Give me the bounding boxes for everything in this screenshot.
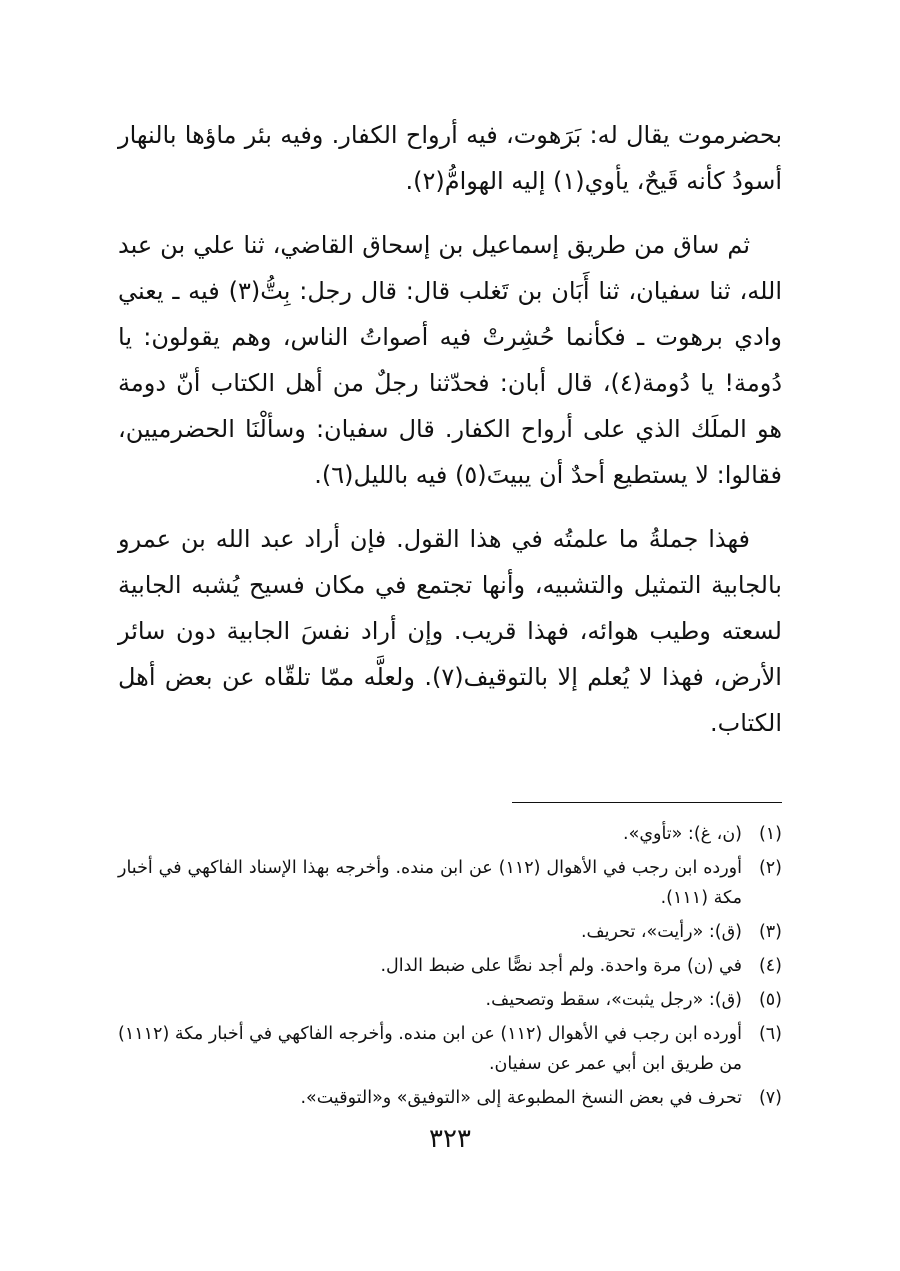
footnote-number: (٣) xyxy=(758,922,782,942)
footnote-2 xyxy=(118,853,782,913)
footnote-text: تحرف في بعض النسخ المطبوعة إلى «التوفيق» و«التوقيت». xyxy=(300,1088,742,1108)
footnote-text: (ق): «رأيت»، تحريف. xyxy=(580,922,742,942)
paragraph-1: بحضرموت يقال له: بَرَهوت، فيه أرواح الكفار. وفيه بئر ماؤها بالنهار أسودُ كأنه قَيحٌ، يأوي(١) إليه الهوامُّ(٢). xyxy=(118,121,782,195)
footnotes-list xyxy=(118,819,782,1113)
footnote-number: (٧) xyxy=(758,1088,782,1108)
footnote-text: في (ن) مرة واحدة. ولم أجد نصًّا على ضبط الدال. xyxy=(380,956,742,976)
footnote-text: أورده ابن رجب في الأهوال (١١٢) عن ابن منده. وأخرجه الفاكهي في أخبار مكة (١١١٢) من طريق ابن أبي عمر عن سفيان. xyxy=(118,1024,742,1074)
footnote-1 xyxy=(118,819,782,849)
footnote-number: (٢) xyxy=(758,858,782,878)
footnote-7 xyxy=(118,1083,782,1113)
footnote-4 xyxy=(118,951,782,981)
footnote-divider xyxy=(512,802,782,803)
book-page xyxy=(118,112,782,1117)
footnote-number: (٤) xyxy=(758,956,782,976)
footnote-number: (٦) xyxy=(758,1024,782,1044)
footnote-text: (ق): «رجل يثبت»، سقط وتصحيف. xyxy=(485,990,742,1010)
footnote-text: أورده ابن رجب في الأهوال (١١٢) عن ابن منده. وأخرجه بهذا الإسناد الفاكهي في أخبار مكة (١١١). xyxy=(118,858,742,908)
footnote-number: (٥) xyxy=(758,990,782,1010)
footnote-text: (ن، غ): «تأوي». xyxy=(623,824,742,844)
main-text xyxy=(118,112,782,746)
paragraph-2: ثم ساق من طريق إسماعيل بن إسحاق القاضي، ثنا علي بن عبد الله، ثنا سفيان، ثنا أَبَان بن تَغلب قال: قال رجل: بِتُّ(٣) فيه ـ يعني وادي برهوت ـ فكأنما حُشِرتْ فيه أصواتُ الناس، وهم يقولون: يا دُومة! يا دُومة(٤)، قال أبان: فحدّثنا رجلٌ من أهل الكتاب أنّ دومة هو الملَك الذي على أرواح الكفار. قال سفيان: وسألْنَا الحضرميين، فقالوا: لا يستطيع أحدٌ أن يبيتَ(٥) فيه بالليل(٦). xyxy=(118,231,783,489)
footnote-number: (١) xyxy=(758,824,782,844)
footnote-3 xyxy=(118,917,782,947)
paragraph-3: فهذا جملةُ ما علمتُه في هذا القول. فإن أراد عبد الله بن عمرو بالجابية التمثيل والتشبيه، وأنها تجتمع في مكان فسيح يُشبه الجابية لسعته وطيب هوائه، فهذا قريب. وإن أراد نفسَ الجابية دون سائر الأرض، فهذا لا يُعلم إلا بالتوقيف(٧). ولعلَّه ممّا تلقّاه عن بعض أهل الكتاب. xyxy=(118,525,782,737)
page-number: ٣٢٣ xyxy=(429,1124,471,1154)
footnote-5 xyxy=(118,985,782,1015)
footnote-6 xyxy=(118,1019,782,1079)
